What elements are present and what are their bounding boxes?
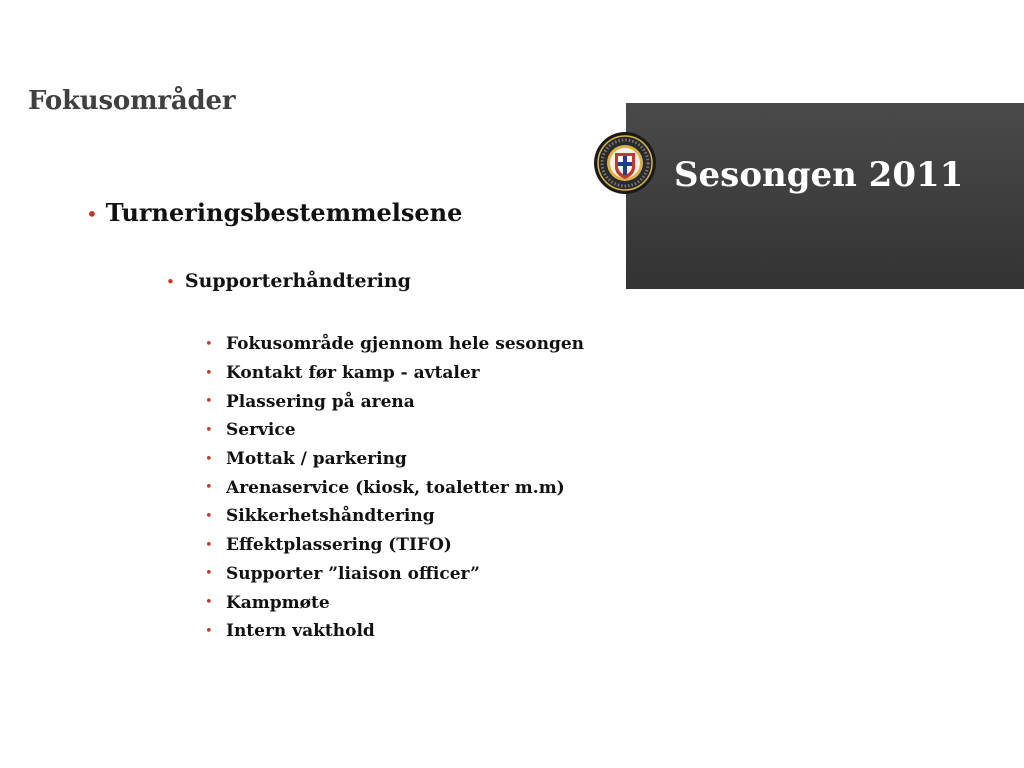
bullet-dot: • xyxy=(166,273,175,291)
focus-item-list xyxy=(205,330,584,646)
list-item-text: Kampmøte xyxy=(226,592,330,613)
list-item-text: Sikkerhetshåndtering xyxy=(226,506,435,527)
bullet-dot: • xyxy=(205,336,213,352)
banner-title: Sesongen 2011 xyxy=(674,155,964,195)
bullet-dot: • xyxy=(205,394,213,410)
list-item xyxy=(205,588,584,617)
list-item xyxy=(205,387,584,416)
bullet-dot: • xyxy=(205,365,213,381)
list-item-text: Fokusområde gjennom hele sesongen xyxy=(226,334,585,355)
list-item xyxy=(205,330,584,359)
bullet-level2 xyxy=(166,270,411,292)
list-item-text: Service xyxy=(226,420,296,441)
list-item xyxy=(205,445,584,474)
bullet-dot: • xyxy=(86,202,98,226)
list-item-text: Intern vakthold xyxy=(226,621,375,642)
list-item xyxy=(205,359,584,388)
bullet-dot: • xyxy=(205,537,213,553)
list-item xyxy=(205,473,584,502)
bullet-level1 xyxy=(86,198,462,227)
list-item-text: Supporter ”liaison officer” xyxy=(226,563,480,584)
list-item-text: Plassering på arena xyxy=(226,391,415,412)
list-item xyxy=(205,531,584,560)
bullet-dot: • xyxy=(205,595,213,611)
list-item-text: Arenaservice (kiosk, toaletter m.m) xyxy=(226,477,565,498)
level2-text: Supporterhåndtering xyxy=(184,270,411,292)
bullet-dot: • xyxy=(205,566,213,582)
list-item-text: Effektplassering (TIFO) xyxy=(226,535,452,556)
nff-badge-icon xyxy=(593,131,657,195)
season-banner xyxy=(626,103,1024,289)
list-item-text: Kontakt før kamp - avtaler xyxy=(226,363,480,384)
level1-text: Turneringsbestemmelsene xyxy=(105,198,463,227)
list-item xyxy=(205,560,584,589)
list-item xyxy=(205,416,584,445)
bullet-dot: • xyxy=(205,508,213,524)
bullet-dot: • xyxy=(205,451,213,467)
list-item-text: Mottak / parkering xyxy=(226,449,407,470)
list-item xyxy=(205,502,584,531)
bullet-dot: • xyxy=(205,480,213,496)
bullet-dot: • xyxy=(205,422,213,438)
list-item xyxy=(205,617,584,646)
bullet-dot: • xyxy=(205,623,213,639)
slide-title: Fokusområder xyxy=(28,86,236,116)
